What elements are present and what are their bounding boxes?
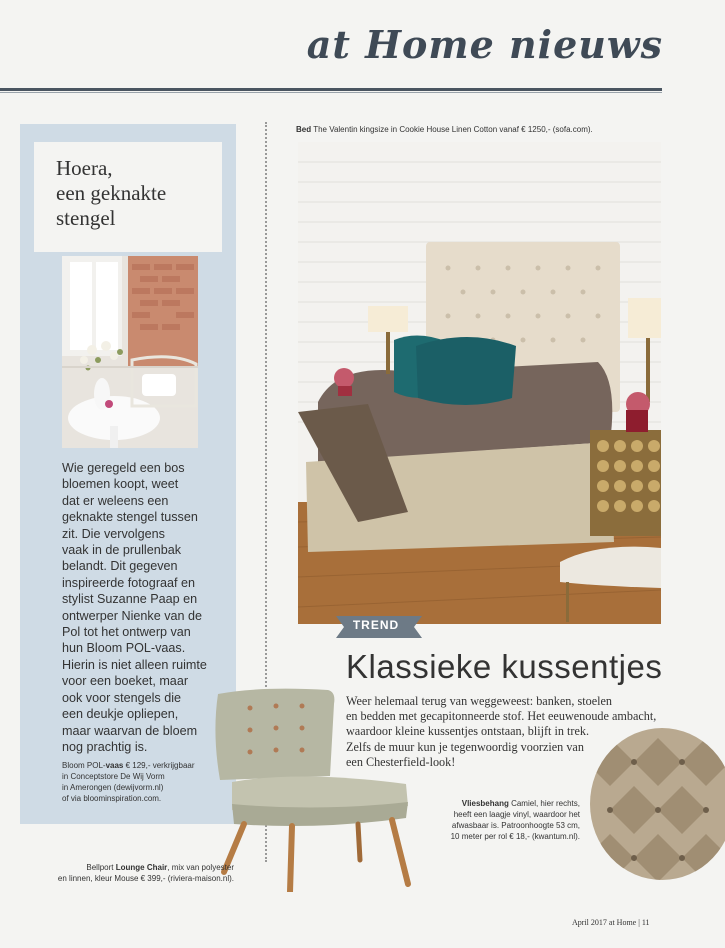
body-line: dat er weleens een <box>62 493 169 508</box>
vase-caption <box>62 760 234 804</box>
page-footer: April 2017 at Home | 11 <box>572 918 650 927</box>
body-line: ook voor stengels die <box>62 690 182 705</box>
sidebar-title-line: stengel <box>56 206 116 230</box>
body-line: bloemen koopt, weet <box>62 477 179 492</box>
wallpaper-caption-text: Camiel, hier rechts, <box>508 799 580 808</box>
lounge-chair-photo <box>210 684 412 892</box>
wallpaper-caption-line: heeft een laagje vinyl, waardoor het <box>453 810 580 819</box>
body-line: ontwerper Nienke van de <box>62 608 203 623</box>
sidebar-title-line: Hoera, <box>56 156 113 180</box>
intro-line: een Chesterfield-look! <box>346 754 456 769</box>
body-line: nog prachtig is. <box>62 739 148 754</box>
bed-photo <box>298 142 661 624</box>
caption-line: in Conceptstore De Wij Vorm <box>62 772 165 781</box>
wallpaper-caption <box>440 798 580 842</box>
intro-line: waardoor kleine kussentjes ontstaan, blijft in trek. <box>346 724 590 739</box>
body-line: Wie geregeld een bos <box>62 461 185 475</box>
chair-caption-text: , mix van polyester <box>167 863 234 872</box>
body-line: voor een boeket, maar <box>62 674 189 689</box>
bed-caption-bold: Bed <box>296 125 312 134</box>
wallpaper-caption-bold: Vliesbehang <box>461 799 509 808</box>
body-line: een deukje opliepen, <box>62 707 179 722</box>
header-rule-thin <box>0 92 662 93</box>
chair-caption-line: en linnen, kleur Mouse € 399,- (riviera-maison.nl). <box>57 874 234 883</box>
header-rule <box>0 88 662 91</box>
trend-label: TREND <box>352 618 400 632</box>
vase-photo <box>62 256 198 448</box>
caption-line: of via bloominspiration.com. <box>62 794 162 803</box>
intro-line: Zelfs de muur kun je tegenwoordig voorzien van <box>346 739 584 754</box>
body-line: stylist Suzanne Paap en <box>62 592 198 607</box>
chair-caption <box>42 862 234 884</box>
body-line: inspireerde fotograaf en <box>62 575 196 590</box>
wallpaper-caption-line: afwasbaar is. Patroonhoogte 53 cm, <box>451 821 580 830</box>
article-headline: Klassieke kussentjes <box>346 648 663 685</box>
sidebar-title <box>56 156 216 231</box>
sidebar-body <box>62 460 234 755</box>
wallpaper-caption-line: 10 meter per rol € 18,- (kwantum.nl). <box>450 832 580 841</box>
caption-text: Bloom POL- <box>62 761 106 770</box>
chair-caption-text: Bellport <box>86 863 116 872</box>
chair-caption-bold: Lounge Chair <box>115 863 168 872</box>
body-line: Pol tot het ontwerp van <box>62 625 191 640</box>
body-line: Hierin is niet alleen ruimte <box>62 657 207 672</box>
caption-line: in Amerongen (dewijvorm.nl) <box>62 783 164 792</box>
page-title: at Home nieuws <box>306 22 663 67</box>
body-line: hun Bloom POL-vaas. <box>62 641 186 656</box>
body-line: geknakte stengel tussen <box>62 510 198 525</box>
body-line: vaak in de prullenbak <box>62 543 182 558</box>
caption-text: € 129,- verkrijgbaar <box>123 761 195 770</box>
body-line: zit. Die vervolgens <box>62 526 165 541</box>
sidebar-title-line: een geknakte <box>56 181 167 205</box>
body-line: maar waarvan de bloem <box>62 723 198 738</box>
caption-bold: vaas <box>105 761 124 770</box>
bed-caption <box>296 124 593 135</box>
bed-caption-text: The Valentin kingsize in Cookie House Linen Cotton vanaf € 1250,- (sofa.com). <box>311 125 593 134</box>
wallpaper-swatch <box>590 728 725 880</box>
intro-line: en bedden met gecapitonneerde stof. Het eeuwenoude ambacht, <box>346 709 657 724</box>
intro-line: Weer helemaal terug van weggeweest: banken, stoelen <box>346 694 613 708</box>
body-line: belandt. Dit gegeven <box>62 559 178 574</box>
